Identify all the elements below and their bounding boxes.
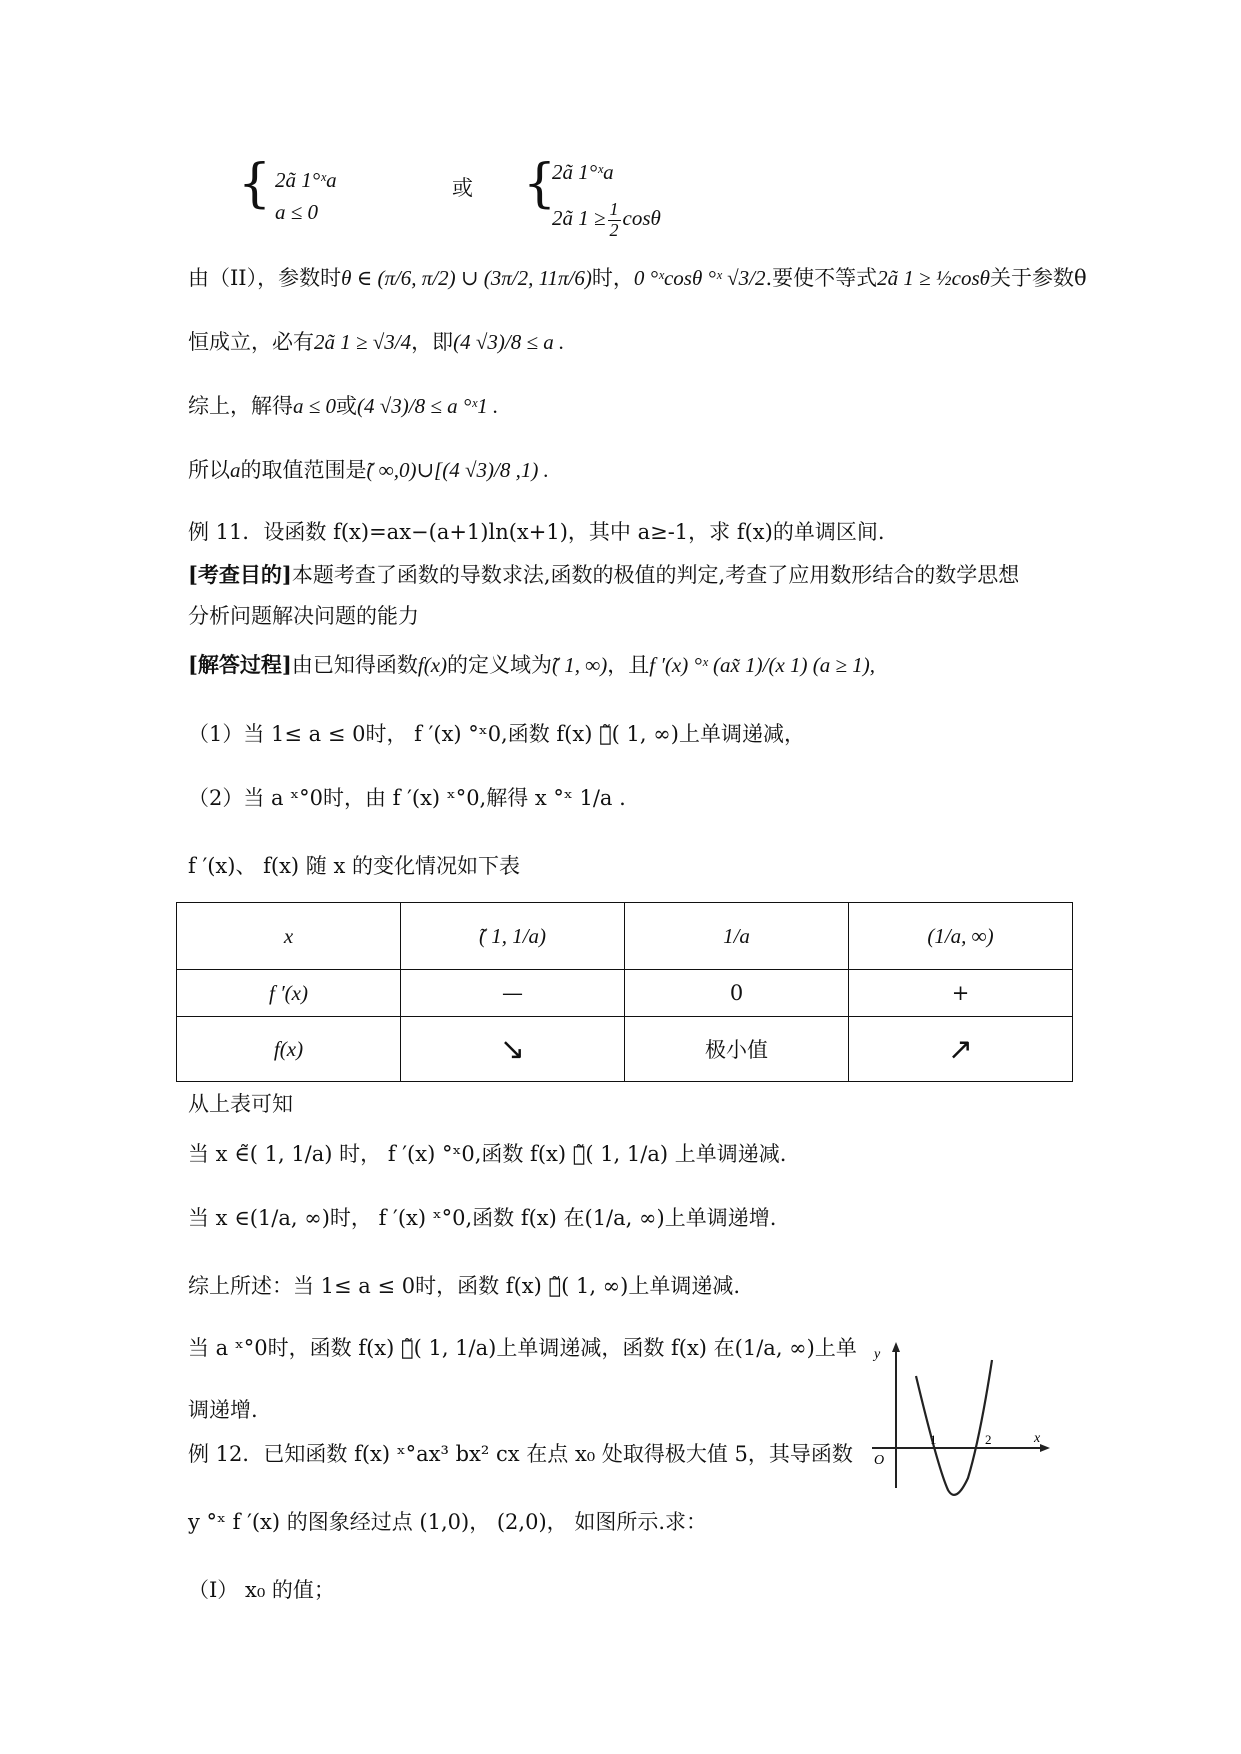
system-or: 或 (452, 176, 473, 200)
line-16: 当 a ˣ°0时，函数 f(x) 在̃( 1, 1/a)上单调递减，函数 f(x) 在(1/a, ∞)上单 (188, 1336, 857, 1360)
graph-tick-1: 1 (930, 1432, 937, 1447)
line-12: 从上表可知 (188, 1092, 293, 1116)
table-cell: f(x) (177, 1017, 401, 1082)
purpose-tag: [考查目的] (188, 562, 292, 587)
solution-tag: [解答过程] (188, 652, 292, 677)
table-cell: f ′(x) (177, 970, 401, 1017)
line-19: y °ˣ f ′(x) 的图象经过点 (1,0)， (2,0)， 如图所示.求： (188, 1510, 708, 1534)
line-3: 综上，解得a ≤ 0或(4 √3)/8 ≤ a °ˣ1 . (188, 394, 499, 418)
system-right-line2: 2ã 1 ≥ $\frac{1}{2}$ cosθ (552, 199, 661, 240)
line-1: 由（II），参数时θ ∈ (π/6, π/2) ∪ (3π/2, 11π/6)时，0 °ˣcosθ °ˣ √3/2.要使不等式2ã 1 ≥ ½cosθ关于参数θ (188, 266, 1087, 290)
variation-table (176, 902, 1073, 1082)
table-cell: x (177, 903, 401, 970)
system-right-line1: 2ã 1°ˣa (552, 160, 614, 184)
table-cell: — (401, 970, 625, 1017)
derivative-graph (868, 1338, 1052, 1500)
line-2: 恒成立，必有2ã 1 ≥ √3/4，即(4 √3)/8 ≤ a . (188, 330, 565, 354)
graph-ylabel: y (874, 1347, 881, 1362)
example-12: 例 12．已知函数 f(x) ˣ°ax³ bx² cx 在点 x₀ 处取得极大值 5，其导函数 (188, 1442, 853, 1466)
system-left-line2: a ≤ 0 (275, 200, 319, 224)
table-cell: 1/a (625, 903, 849, 970)
case-2: （2）当 a ˣ°0时，由 f ′(x) ˣ°0,解得 x °ˣ 1/a . (188, 786, 626, 810)
line-purpose: [考查目的]本题考查了函数的导数求法,函数的极值的判定,考查了应用数形结合的数学思想 (188, 562, 1020, 587)
table-cell: (1/a, ∞) (849, 903, 1073, 970)
line-13: 当 x ∈̃( 1, 1/a) 时， f ′(x) °ˣ0,函数 f(x) 在̃( 1, 1/a) 上单调递减. (188, 1142, 787, 1166)
graph-xlabel: x (1034, 1431, 1041, 1446)
table-row (177, 1017, 1073, 1082)
table-row (177, 903, 1073, 970)
system-left-line1: 2ã 1°ˣa (275, 168, 337, 192)
example-11: 例 11．设函数 f(x)=ax−(a+1)ln(x+1)，其中 a≥-1，求 f(x)的单调区间. (188, 520, 885, 544)
line-4: 所以a的取值范围是̃( ∞,0)∪[(4 √3)/8 ,1) . (188, 458, 549, 482)
decreasing-arrow-icon: ↘ (401, 1017, 625, 1082)
line-15: 综上所述：当 1≤ a ≤ 0时，函数 f(x) 在̃( 1, ∞)上单调递减. (188, 1274, 741, 1298)
line-20: （Ⅰ） x₀ 的值； (188, 1578, 335, 1602)
table-caption: f ′(x)、 f(x) 随 x 的变化情况如下表 (188, 854, 520, 878)
left-brace: { (238, 154, 272, 214)
table-cell: + (849, 970, 1073, 1017)
case-1: （1）当 1≤ a ≤ 0时， f ′(x) °ˣ0,函数 f(x) 在̃( 1, ∞)上单调递减， (188, 722, 805, 746)
table-row (177, 970, 1073, 1017)
graph-origin: O (874, 1453, 885, 1468)
line-14: 当 x ∈(1/a, ∞)时， f ′(x) ˣ°0,函数 f(x) 在(1/a, ∞)上单调递增. (188, 1206, 777, 1230)
table-cell: 0 (625, 970, 849, 1017)
increasing-arrow-icon: ↗ (849, 1017, 1073, 1082)
table-cell: 极小值 (625, 1017, 849, 1082)
right-brace: { (523, 154, 557, 214)
line-7: 分析问题解决问题的能力 (188, 604, 419, 628)
table-cell: ̃( 1, 1/a) (401, 903, 625, 970)
graph-tick-2: 2 (985, 1432, 992, 1447)
line-solution: [解答过程]由已知得函数f(x)的定义域为̃( 1, ∞)，且f ′(x) °ˣ (ax̃ 1)/(x 1) (a ≥ 1), (188, 652, 876, 677)
line-17: 调递增. (188, 1398, 258, 1422)
